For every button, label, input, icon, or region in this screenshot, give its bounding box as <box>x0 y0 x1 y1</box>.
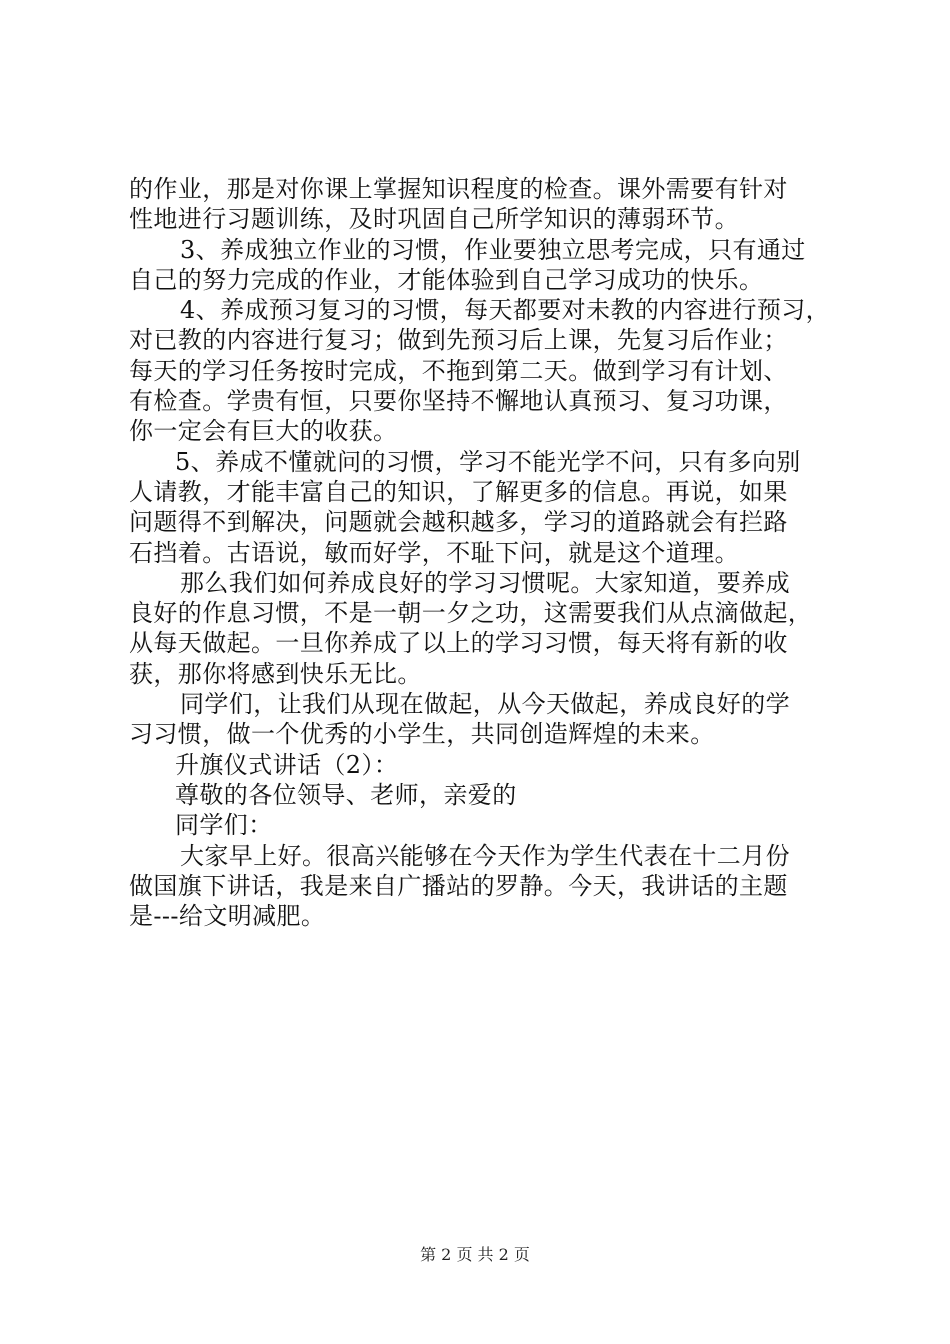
salutation-line: 同学们： <box>175 811 273 840</box>
text-line: 做国旗下讲话，我是来自广播站的罗静。今天，我讲话的主题 <box>129 871 788 900</box>
text-line: 性地进行习题训练，及时巩固自己所学知识的薄弱环节。 <box>129 205 739 234</box>
text-line: 石挡着。古语说，敏而好学，不耻下问，就是这个道理。 <box>129 538 739 567</box>
text-line: 5、养成不懂就问的习惯，学习不能光学不问，只有多向别 <box>175 447 801 476</box>
text-line: 同学们，让我们从现在做起，从今天做起，养成良好的学 <box>180 690 790 719</box>
section-heading: 升旗仪式讲话（2）： <box>175 750 399 779</box>
text-line: 自己的努力完成的作业，才能体验到自己学习成功的快乐。 <box>129 265 764 294</box>
text-line: 人请教，才能丰富自己的知识，了解更多的信息。再说，如果 <box>129 477 788 506</box>
text-line: 3、养成独立作业的习惯，作业要独立思考完成，只有通过 <box>180 235 806 264</box>
text-line: 问题得不到解决，问题就会越积越多，学习的道路就会有拦路 <box>129 508 788 537</box>
text-line: 那么我们如何养成良好的学习习惯呢。大家知道，要养成 <box>180 568 790 597</box>
text-line: 从每天做起。一旦你养成了以上的学习习惯，每天将有新的收 <box>129 629 788 658</box>
text-line: 获，那你将感到快乐无比。 <box>129 659 422 688</box>
text-line: 对已教的内容进行复习；做到先预习后上课，先复习后作业； <box>129 326 788 355</box>
text-line: 大家早上好。很高兴能够在今天作为学生代表在十二月份 <box>180 841 790 870</box>
page-number: 第 2 页 共 2 页 <box>420 1245 530 1264</box>
text-line: 良好的作息习惯，不是一朝一夕之功，这需要我们从点滴做起， <box>129 599 813 628</box>
text-line: 每天的学习任务按时完成，不拖到第二天。做到学习有计划、 <box>129 356 788 385</box>
text-line: 你一定会有巨大的收获。 <box>129 417 398 446</box>
text-line: 4、养成预习复习的习惯，每天都要对未教的内容进行预习， <box>180 296 831 325</box>
text-line: 习习惯，做一个优秀的小学生，共同创造辉煌的未来。 <box>129 720 715 749</box>
text-line: 是---给文明减肥。 <box>129 902 326 931</box>
salutation-line: 尊敬的各位领导、老师，亲爱的 <box>175 780 517 809</box>
text-line: 有检查。学贵有恒，只要你坚持不懈地认真预习、复习功课， <box>129 387 788 416</box>
text-line: 的作业，那是对你课上掌握知识程度的检查。课外需要有针对 <box>129 175 788 203</box>
body-text <box>129 174 829 931</box>
